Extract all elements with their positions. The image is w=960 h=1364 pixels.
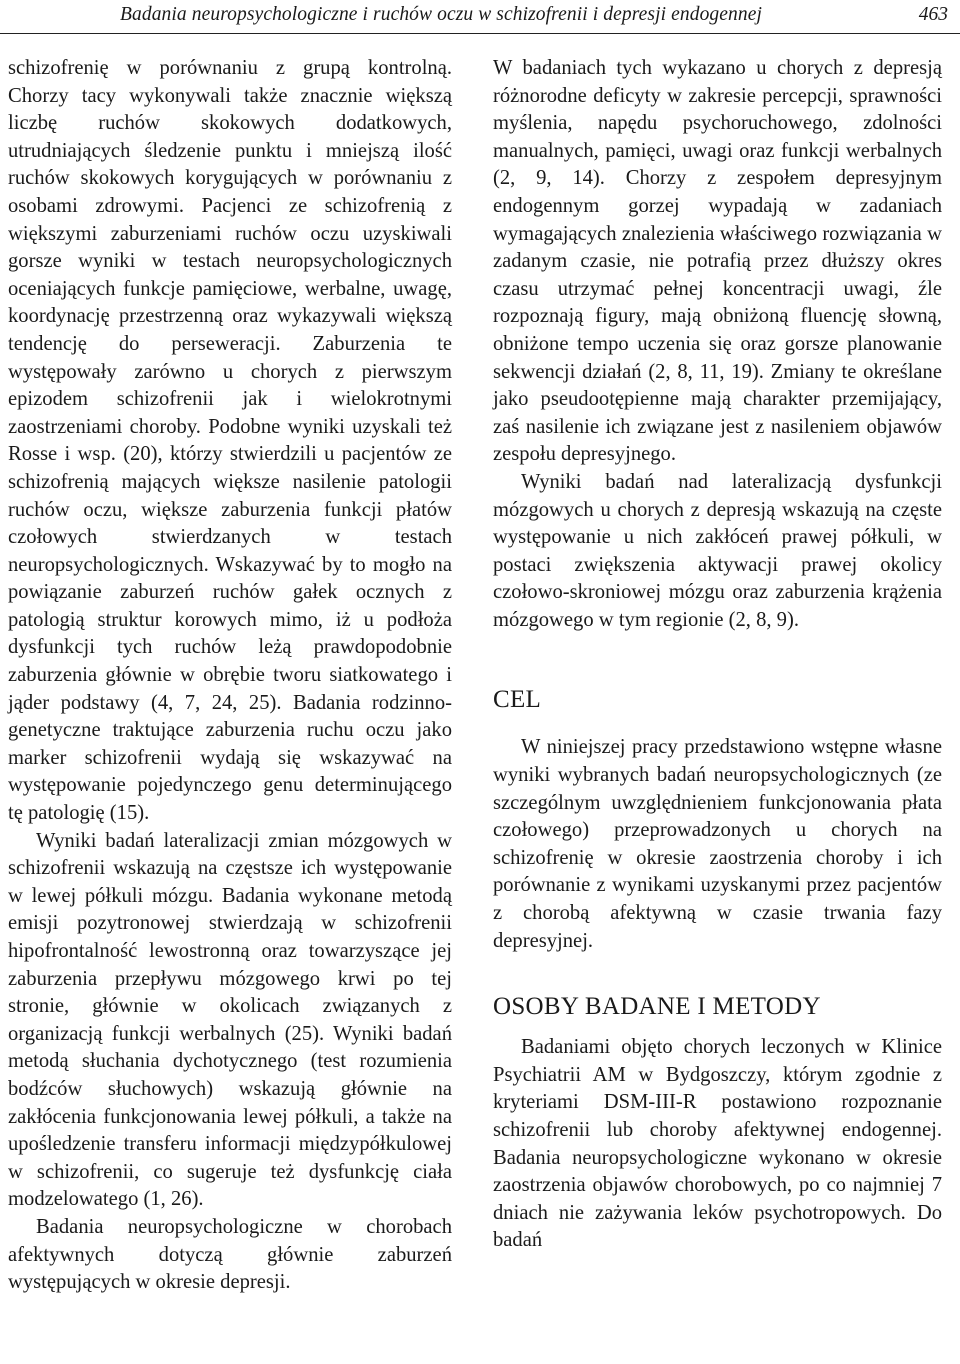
section-heading-methods: OSOBY BADANE I METODY	[493, 993, 821, 1021]
header-divider	[0, 33, 960, 34]
right-column	[493, 55, 942, 1255]
paragraph-continuation: schizofrenię w porównaniu z grupą kontrolną. Chorzy tacy wykonywali także znacznie większą liczbę ruchów skokowych dodatkowych, utrudniających śledzenie punktu i mniejszą ilość ruchów skokowych korygujących w porównaniu z osobami zdrowymi. Pacjenci ze schizofrenią z większymi zaburzeniami ruchów oczu uzyskiwali gorsze wyniki w testach neuropsychologicznych oceniających funkcje pamięciowe, werbalne, uwagę, koordynację przestrzenną oraz wykazywali większą tendencję do perseweracji. Zaburzenia te występowały zarówno u chorych z pierwszym epizodem schizofrenii jak i wielokrotnymi zaostrzeniami choroby. Podobne wyniki uzyskali też Rosse i wsp. (20), którzy stwierdzili u pacjentów ze schizofrenią mających większe nasilenie patologii ruchów oczu, większe zaburzenia funkcji płatów czołowych stwierdzanych w testach neuropsychologicznych. Wskazywać by to mogło na powiązanie zaburzeń ruchów gałek ocznych z patologią struktur korowych mimo, iż u podłoża dysfunkcji tych ruchów leżą prawdopodobnie zaburzenia głównie w obrębie tworu siatkowatego i jąder podstawy (4, 7, 24, 25). Badania rodzinno-genetyczne traktujące zaburzenia ruchu oczu jako marker schizofrenii wydają się wskazywać na występowanie pojedynczego genu determinującego tę patologię (15).	[8, 57, 452, 825]
page-number: 463	[918, 4, 948, 25]
section-heading-cel: CEL	[493, 686, 542, 714]
paragraph-lateralization: Wyniki badań lateralizacji zmian mózgowych w schizofrenii wskazują na częstsze ich występowanie w lewej półkuli mózgu. Badania wykonane metodą emisji pozytronowej stwierdzają w schizofrenii hipofrontalność lewostronną oraz towarzyszące jej zaburzenia przepływu mózgowego krwi po tej stronie, głównie w okolicach związanych z organizacją funkcji werbalnych (25). Wyniki badań metodą słuchania dychotycznego (test rozumienia bodźców słuchowych) wskazują głównie na zakłócenia funkcjonowania lewej półkuli, a także na upośledzenie transferu informacji międzypółkulowej w schizofrenii, co sugeruje też dysfunkcję ciała modzelowatego (1, 26).	[8, 829, 452, 1211]
paragraph-aim: W niniejszej pracy przedstawiono wstępne własne wyniki wybranych badań neuropsychologicznych (ze szczególnym uwzględnieniem funkcjonowania płata czołowego) przeprowadzonych u chorych na schizofrenię w okresie zaostrzenia choroby i ich porównanie z wynikami uzyskanymi przez pacjentów z chorobą afektywną w czasie trwania fazy depresyjnej.	[493, 736, 942, 952]
left-column	[8, 55, 452, 1297]
paragraph-depression-deficits: W badaniach tych wykazano u chorych z depresją różnorodne deficyty w zakresie percepcji, sprawności myślenia, napędu psychoruchowego, zdolności manualnych, pamięci, uwagi oraz funkcji werbalnych (2, 9, 14). Chorzy z zespołem depresyjnym endogennym gorzej wypadają w zadaniach wymagających znalezienia właściwego rozwiązania w zadanym czasie, nie potrafią przez dłuższy okres czasu utrzymać pełnej koncentracji uwagi, źle rozpoznają figury, mają obniżoną fluencję słowną, obniżone tempo uczenia się oraz gorsze planowanie sekwencji działań (2, 8, 11, 19). Zmiany te określane jako pseudootępienne mają charakter przemijający, zaś nasilenie ich związane jest z nasileniem objawów zespołu depresyjnego.	[493, 57, 942, 466]
paragraph-depression-lateralization: Wyniki badań nad lateralizacją dysfunkcji mózgowych u chorych z depresją wskazują na częste występowanie u nich zakłóceń prawej półkuli, w postaci zwiększenia aktywacji prawej okolicy czołowo-skroniowej mózgu oraz zaburzenia krążenia mózgowego w tym regionie (2, 8, 9).	[493, 470, 942, 631]
paragraph-affective: Badania neuropsychologiczne w chorobach afektywnych dotyczą głównie zaburzeń występujących w okresie depresji.	[8, 1215, 452, 1294]
paragraph-methods: Badaniami objęto chorych leczonych w Klinice Psychiatrii AM w Bydgoszczy, którym zgodnie z kryteriami DSM-III-R postawiono rozpoznanie schizofrenii lub choroby afektywnej endogennej. Badania neuropsychologiczne wykonano w okresie zaostrzenia objawów chorobowych, po co najmniej 7 dniach nie zażywania leków psychotropowych. Do badań	[493, 1036, 942, 1252]
running-header	[0, 0, 960, 34]
running-header-title: Badania neuropsychologiczne i ruchów oczu w schizofrenii i depresji endogennej	[120, 4, 762, 25]
